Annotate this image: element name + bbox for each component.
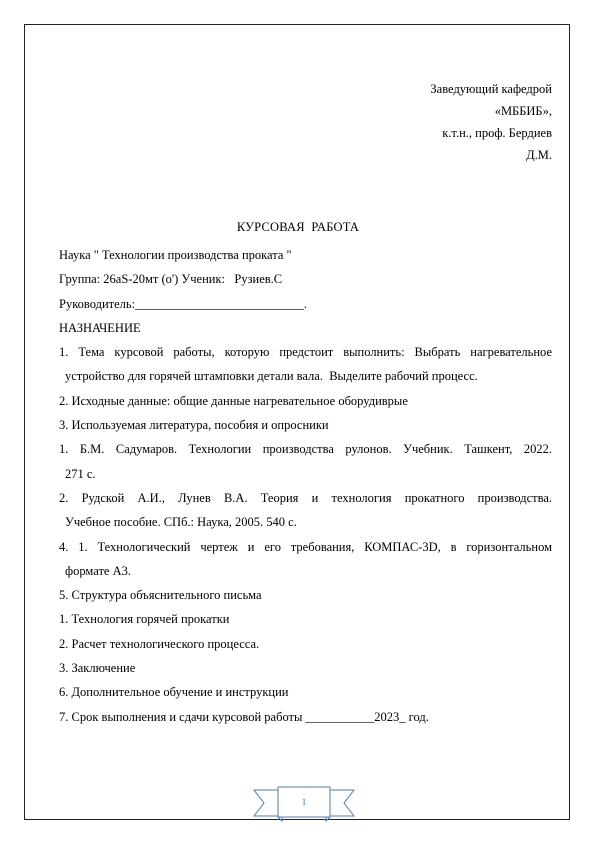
approval-line: Заведующий кафедрой [430,82,552,96]
approval-line: к.т.н., проф. Бердиев [442,126,552,140]
literature-1-continuation: 271 с. [65,466,96,481]
group-line: Группа: 26aS-20мт (o') Ученик: Рузиев.С [59,272,283,287]
literature-2-continuation: Учебное пособие. СПб.: Наука, 2005. 540 с. [65,515,297,530]
item-4-text: 4. 1. Технологический чертеж и его требования, КОМПАС-3D, в горизонтальном [59,539,552,554]
item-2-text: 2. Исходные данные: общие данные нагревательное оборудиврые [59,393,408,408]
item-1-continuation: устройство для горячей штамповки детали вала. Выделите рабочий процесс. [65,369,478,384]
sub-item-3-text: 3. Заключение [59,661,136,676]
document-body [59,243,552,729]
item-3-text: 3. Используемая литература, пособия и опросники [59,418,329,433]
item-1-text: 1. Тема курсовой работы, которую предстоит выполнить: Выбрать нагревательное [59,345,552,360]
item-7-text: 7. Срок выполнения и сдачи курсовой работы ___________2023_ год. [59,709,429,724]
document-title: КУРСОВАЯ РАБОТА [236,220,360,234]
page-number-ribbon [252,786,356,824]
page-number: 1 [301,797,307,807]
item-4-continuation: формате А3. [65,563,131,578]
assignment-heading: НАЗНАЧЕНИЕ [59,320,141,335]
supervisor-line: Руководитель:___________________________. [59,296,307,311]
item-6-text: 6. Дополнительное обучение и инструкции [59,685,289,700]
approval-line: Д.М. [526,148,552,162]
sub-item-2-text: 2. Расчет технологического процесса. [59,636,260,651]
sub-item-1-text: 1. Технология горячей прокатки [59,612,230,627]
literature-2-text: 2. Рудской А.И., Лунев В.А. Теория и технология прокатного производства. [59,490,552,505]
literature-1-text: 1. Б.М. Садумаров. Технологии производства рулонов. Учебник. Ташкент, 2022. [59,442,552,457]
item-5-text: 5. Структура объяснительного письма [59,588,262,603]
approval-block [430,78,552,166]
science-line: Наука " Технологии производства проката " [59,248,292,262]
approval-line: «МББИБ», [494,104,552,118]
